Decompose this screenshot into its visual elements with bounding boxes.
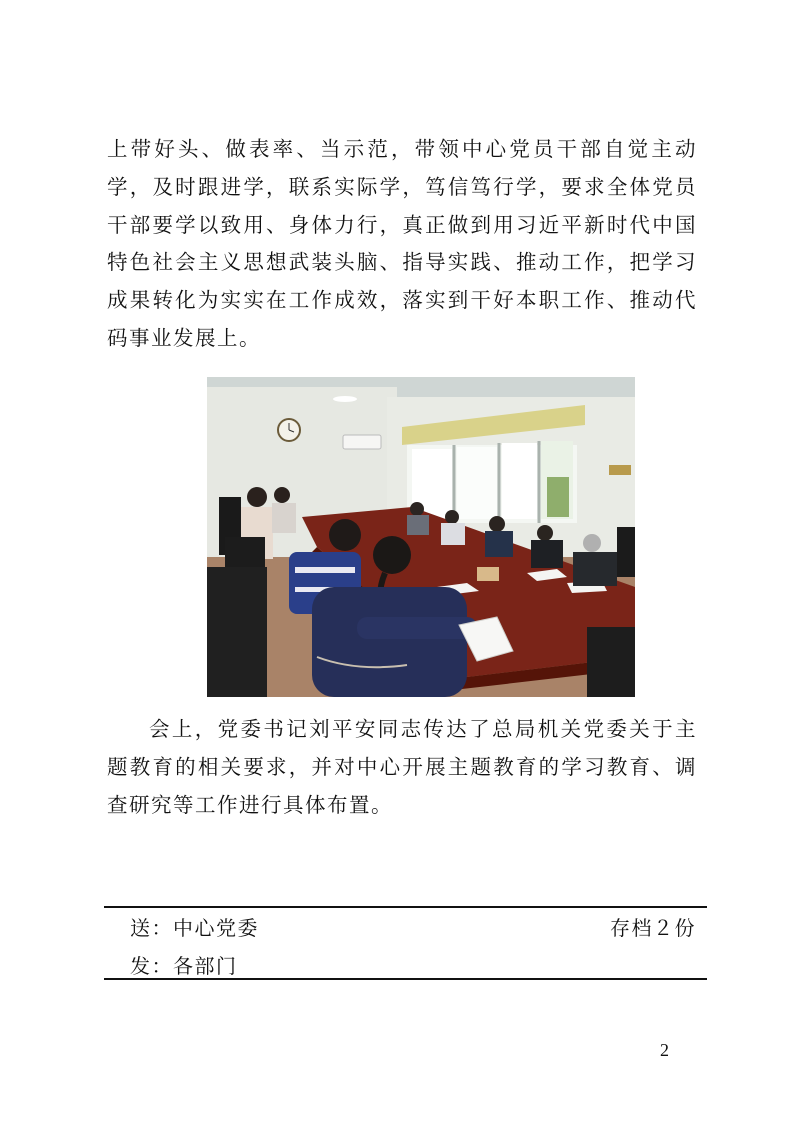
body-paragraph-1: 上带好头、做表率、当示范，带领中心党员干部自觉主动学，及时跟进学，联系实际学，笃信笃行学，要求全体党员干部要学以致用、身体力行，真正做到用习近平新时代中国特色社会主义思想武装头脑、指导实践、推动工作，把学习成果转化为实实在工作成效，落实到干好本职工作、推动代码事业发展上。 xyxy=(107,137,697,350)
distribution-line: 发：各部门 xyxy=(130,954,238,978)
footer-bottom-rule xyxy=(104,978,707,980)
meeting-photo xyxy=(207,377,635,697)
archive-copies: 存档２份 xyxy=(610,916,696,940)
recipient-line: 送：中心党委 xyxy=(130,916,259,940)
footer-top-rule xyxy=(104,906,707,908)
page-number: 2 xyxy=(660,1040,669,1060)
body-paragraph-2: 会上，党委书记刘平安同志传达了总局机关党委关于主题教育的相关要求，并对中心开展主题教育的学习教育、调查研究等工作进行具体布置。 xyxy=(107,717,697,817)
